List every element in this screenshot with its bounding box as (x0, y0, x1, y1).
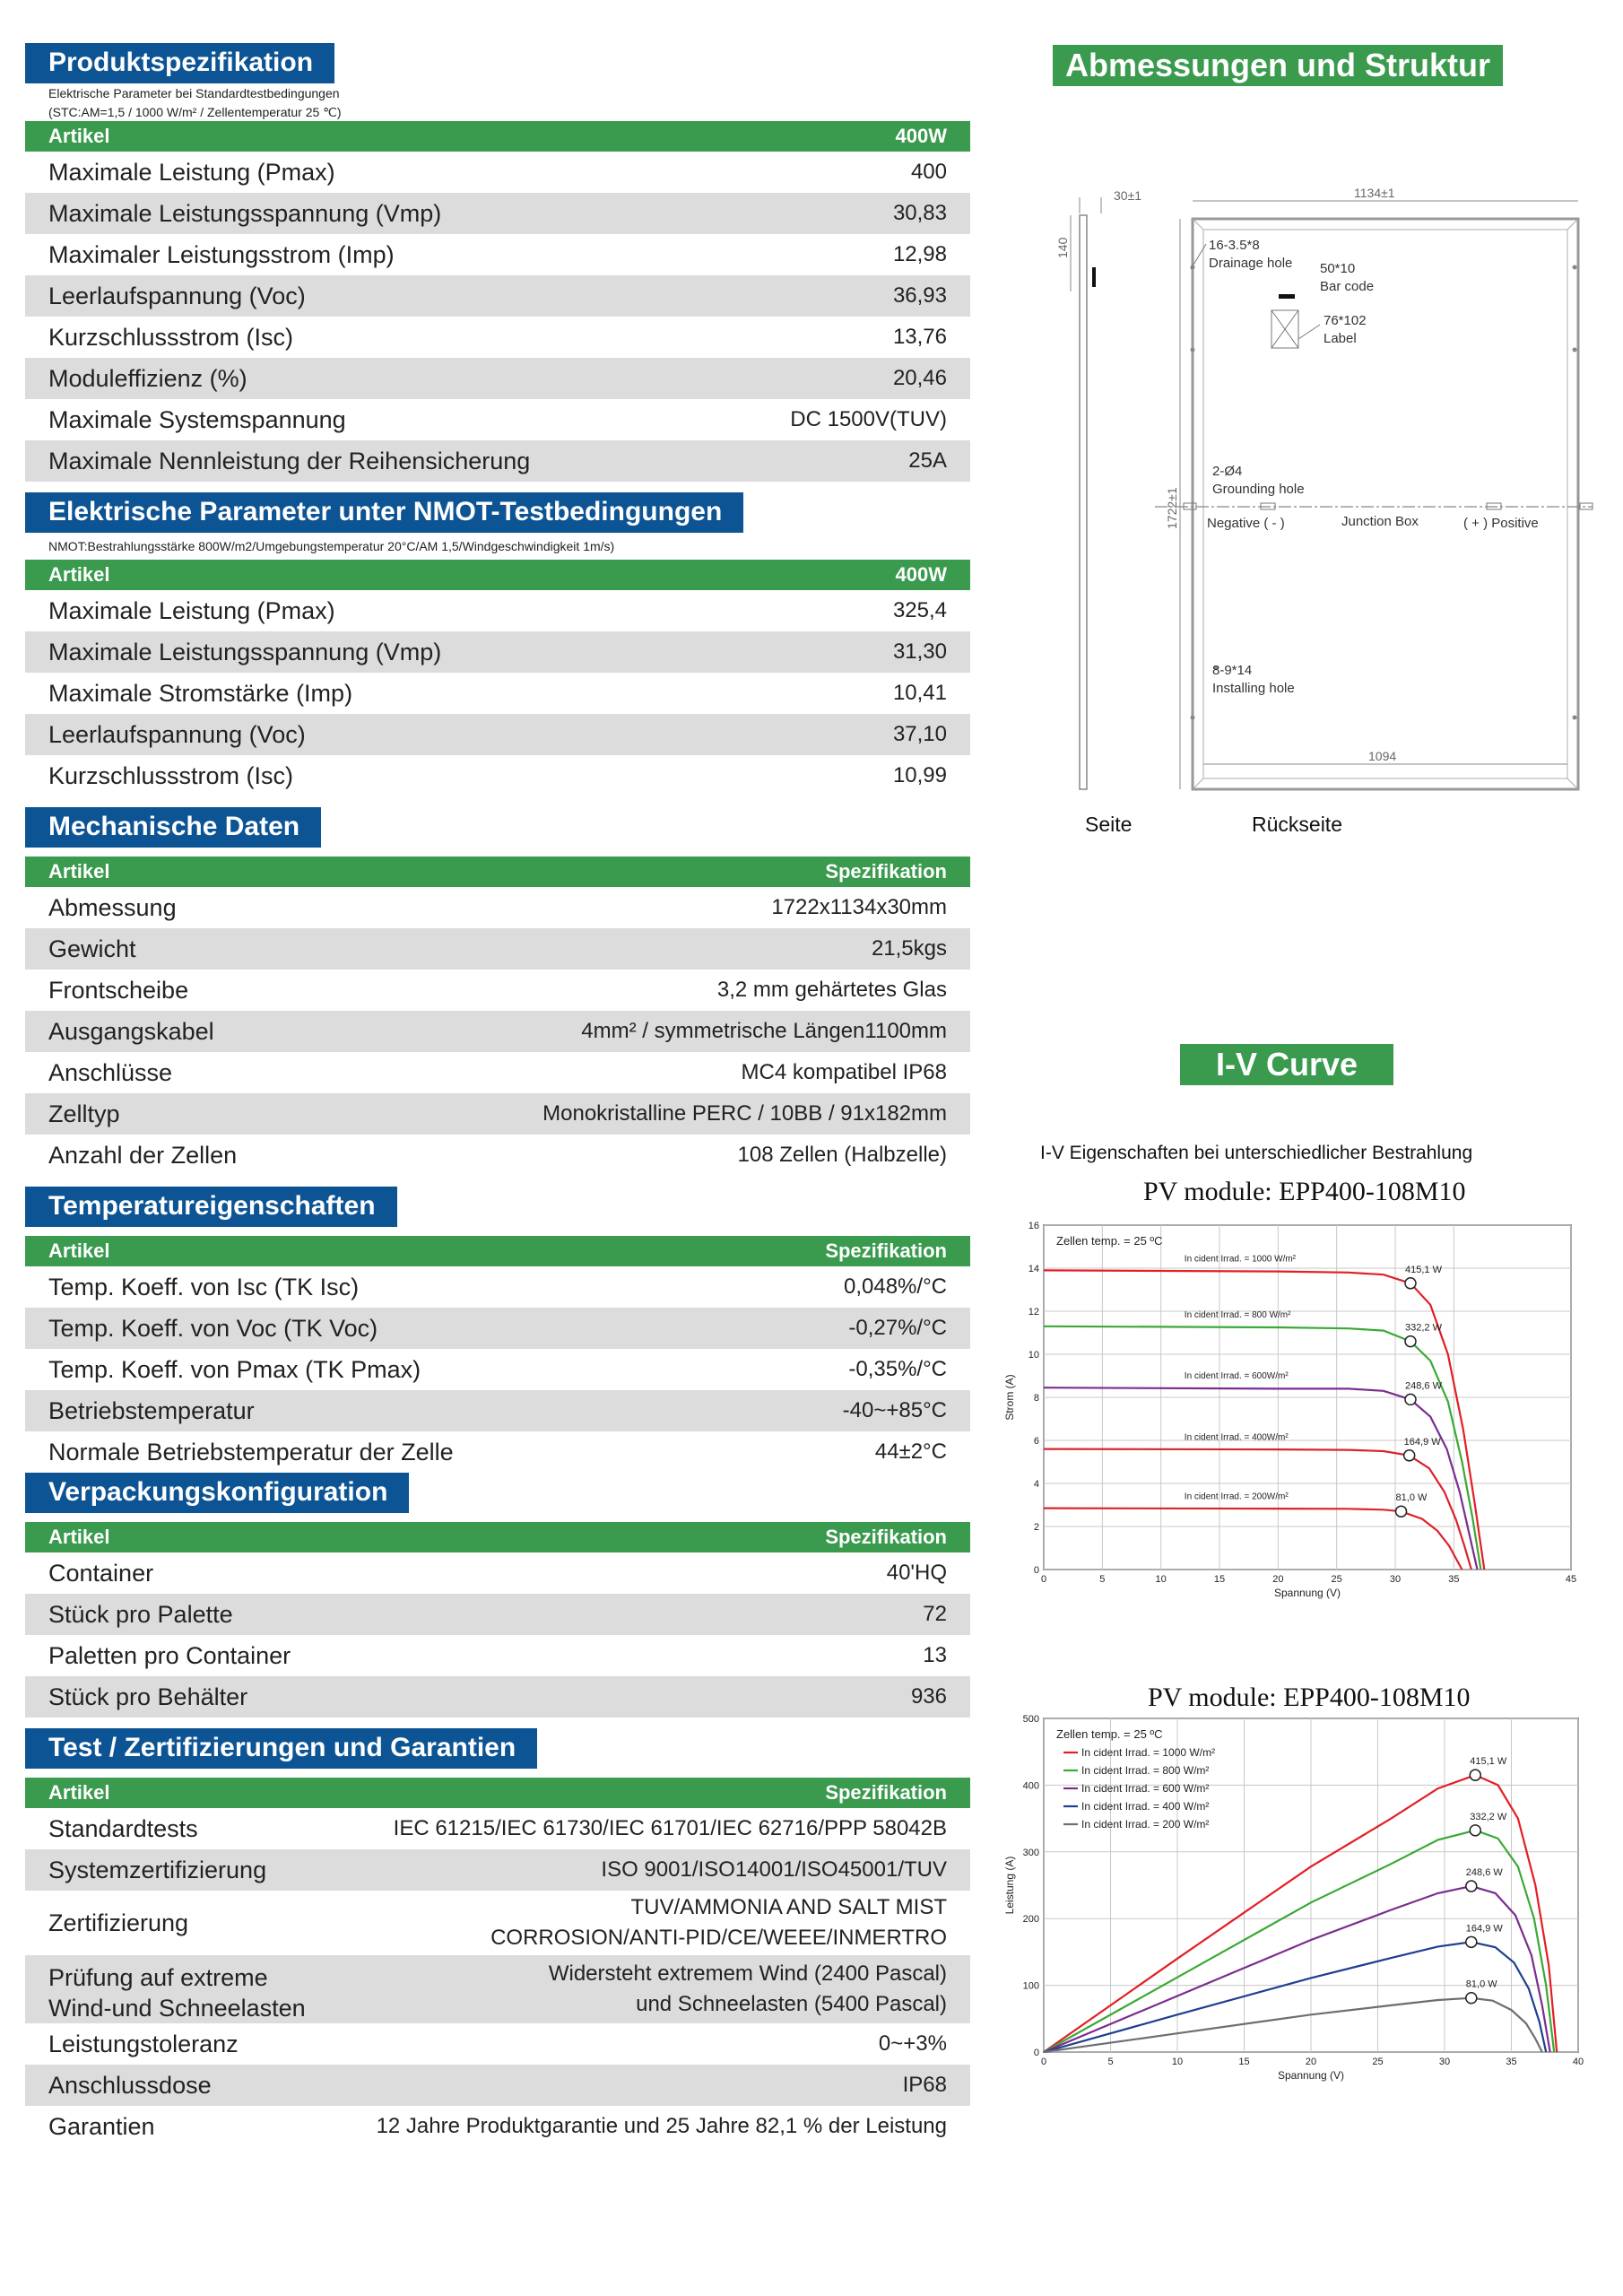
series-name: In cident Irrad. = 600W/m² (1184, 1371, 1289, 1382)
row-value: 400 (707, 152, 970, 193)
y-tick-label: 200 (1022, 1914, 1039, 1926)
x-tick-label: 15 (1213, 1574, 1226, 1585)
row-value: -0,27%/°C (714, 1308, 970, 1349)
mpp-label: 164,9 W (1403, 1436, 1441, 1448)
row-label: Maximale Leistungsspannung (Vmp) (25, 631, 794, 673)
dim-140-label: 140 (1055, 237, 1070, 258)
table-row (25, 714, 970, 755)
dim-1134-label: 1134±1 (1354, 186, 1395, 200)
product-spec-note2: (STC:AM=1,5 / 1000 W/m² / Zellentemperatur 25 ℃) (48, 105, 342, 119)
table-header-row (25, 1522, 970, 1552)
table-row (25, 1011, 970, 1052)
table-row (25, 1635, 970, 1676)
row-value: 72 (622, 1594, 970, 1635)
mpp-marker (1466, 1881, 1477, 1892)
x-tick-label: 5 (1107, 2057, 1114, 2067)
y-tick-label: 8 (1033, 1393, 1039, 1404)
cert-title: Test / Zertifizierungen und Garantien (25, 1728, 537, 1769)
row-label: Maximale Leistung (Pmax) (25, 590, 794, 631)
x-tick-label: 20 (1272, 1574, 1284, 1585)
row-value-line: Widersteht extremem Wind (2400 Pascal) (548, 1961, 947, 1986)
row-label-line: Prüfung auf extreme (48, 1964, 268, 1991)
row-value: MC4 kompatibel IP68 (349, 1052, 970, 1093)
nmot-note: NMOT:Bestrahlungsstärke 800W/m2/Umgebungstemperatur 20°C/AM 1,5/Windgeschwindigkeit 1m/s) (48, 539, 615, 553)
row-label: Kurzschlussstrom (Isc) (25, 755, 794, 796)
table-header-row (25, 857, 970, 887)
y-tick-label: 500 (1022, 1714, 1039, 1725)
pack-table (25, 1522, 970, 1718)
drain-label-1: 16-3.5*8 (1209, 238, 1260, 253)
col-value-header: Spezifikation (714, 1236, 970, 1266)
table-row (25, 1390, 970, 1431)
row-value: Monokristalline PERC / 10BB / 91x182mm (349, 1093, 970, 1135)
table-header-row (25, 1236, 970, 1266)
row-value: 36,93 (707, 275, 970, 317)
table-row (25, 928, 970, 970)
table-row (25, 440, 970, 482)
y-tick-label: 12 (1028, 1307, 1039, 1318)
row-label: Moduleffizienz (%) (25, 358, 707, 399)
row-label: Abmessung (25, 887, 349, 928)
bar-code (1279, 294, 1295, 299)
row-label: Maximale Leistungsspannung (Vmp) (25, 193, 707, 234)
junction-box-label: Junction Box (1341, 514, 1419, 529)
legend-entry: In cident Irrad. = 600 W/m² (1081, 1782, 1210, 1795)
row-value: IEC 61215/IEC 61730/IEC 61701/IEC 62716/PPP 58042B (337, 1808, 970, 1849)
series-name: In cident Irrad. = 1000 W/m² (1184, 1254, 1297, 1265)
row-value: 325,4 (794, 590, 970, 631)
iv-subtitle: I-V Eigenschaften bei unterschiedlicher Bestrahlung (1040, 1143, 1473, 1163)
drain-hole (1573, 348, 1577, 352)
table-header-row (25, 560, 970, 590)
row-value: DC 1500V(TUV) (707, 399, 970, 440)
row-value-line: CORROSION/ANTI-PID/CE/WEEE/INMERTRO (490, 1926, 947, 1950)
table-row (25, 193, 970, 234)
row-value: 1722x1134x30mm (349, 887, 970, 928)
col-value-header: 400W (794, 560, 970, 590)
table-header-row (25, 121, 970, 152)
x-tick-label: 30 (1438, 2057, 1451, 2067)
mpp-marker (1404, 1450, 1415, 1461)
left-column (25, 43, 970, 2147)
x-tick-label: 25 (1372, 2057, 1384, 2067)
barcode-label-1: 50*10 (1320, 261, 1356, 276)
row-label: Betriebstemperatur (25, 1390, 714, 1431)
y-tick-label: 6 (1033, 1436, 1039, 1447)
row-value: 10,41 (794, 673, 970, 714)
row-label: Systemzertifizierung (25, 1849, 337, 1891)
legend-entry: In cident Irrad. = 200 W/m² (1081, 1818, 1210, 1831)
leader-line (1298, 325, 1320, 339)
x-tick-label: 0 (1040, 2057, 1047, 2067)
row-label: Gewicht (25, 928, 349, 970)
x-tick-label: 10 (1171, 2057, 1184, 2067)
row-value (337, 1955, 970, 2023)
mpp-marker (1466, 1936, 1477, 1947)
row-label: Standardtests (25, 1808, 337, 1849)
drain-hole (1573, 716, 1577, 720)
col-item-header: Artikel (25, 560, 794, 590)
mpp-label: 81,0 W (1395, 1492, 1428, 1504)
col-item-header: Artikel (25, 1522, 622, 1552)
chart1-title: PV module: EPP400-108M10 (1143, 1177, 1466, 1206)
row-value: 10,99 (794, 755, 970, 796)
dimensions-title: Abmessungen und Struktur (1053, 45, 1503, 86)
barcode-label-2: Bar code (1320, 279, 1375, 294)
temp-title: Temperatureigenschaften (25, 1187, 397, 1227)
col-item-header: Artikel (25, 121, 707, 152)
x-tick-label: 35 (1448, 1574, 1460, 1585)
mpp-label: 81,0 W (1465, 1979, 1497, 1990)
x-tick-label: 45 (1565, 1574, 1577, 1585)
row-label: Stück pro Palette (25, 1594, 622, 1635)
row-label: Anzahl der Zellen (25, 1135, 349, 1176)
x-tick-label: 0 (1040, 1574, 1047, 1585)
mech-section (25, 807, 970, 1176)
row-value: 0,048%/°C (714, 1266, 970, 1308)
row-label: Temp. Koeff. von Pmax (TK Pmax) (25, 1349, 714, 1390)
row-label: Temp. Koeff. von Voc (TK Voc) (25, 1308, 714, 1349)
row-value: -0,35%/°C (714, 1349, 970, 1390)
install-label-1: 8-9*14 (1212, 663, 1253, 678)
row-label: Leistungstoleranz (25, 2023, 337, 2065)
row-value (337, 1891, 970, 1955)
y-tick-label: 10 (1028, 1350, 1039, 1361)
row-value: 25A (707, 440, 970, 482)
table-row (25, 234, 970, 275)
row-label: Kurzschlussstrom (Isc) (25, 317, 707, 358)
product-spec-section (25, 43, 970, 482)
cert-section (25, 1728, 970, 2147)
x-tick-label: 35 (1506, 2057, 1517, 2067)
mpp-label: 164,9 W (1465, 1923, 1503, 1935)
table-row (25, 631, 970, 673)
row-value: 30,83 (707, 193, 970, 234)
row-value: 3,2 mm gehärtetes Glas (349, 970, 970, 1011)
row-label: Maximale Nennleistung der Reihensicherung (25, 440, 707, 482)
y-tick-label: 400 (1022, 1780, 1039, 1792)
row-value: 37,10 (794, 714, 970, 755)
row-value: 31,30 (794, 631, 970, 673)
row-label: Anschlussdose (25, 2065, 337, 2106)
row-label: Maximale Systemspannung (25, 399, 707, 440)
row-value-line: und Schneelasten (5400 Pascal) (636, 1992, 947, 2016)
table-row (25, 1308, 970, 1349)
mpp-marker (1470, 1825, 1480, 1836)
positive-label: ( + ) Positive (1463, 516, 1539, 531)
table-row (25, 358, 970, 399)
y-tick-label: 4 (1033, 1479, 1039, 1490)
row-label: Zelltyp (25, 1093, 349, 1135)
ground-label-1: 2-Ø4 (1212, 464, 1243, 479)
y-tick-label: 14 (1028, 1264, 1039, 1274)
row-value: -40~+85°C (714, 1390, 970, 1431)
mpp-label: 248,6 W (1465, 1867, 1503, 1879)
frame-corner (1567, 778, 1578, 789)
row-value: 4mm² / symmetrische Längen1100mm (349, 1011, 970, 1052)
row-value: 20,46 (707, 358, 970, 399)
table-row (25, 1349, 970, 1390)
table-row (25, 1431, 970, 1473)
y-axis-label: Leistung (A) (1003, 1856, 1016, 1915)
row-label-line: Wind-und Schneelasten (48, 1995, 306, 2022)
row-value-line: TUV/AMMONIA AND SALT MIST (630, 1895, 947, 1919)
pv-chart (1004, 1711, 1596, 2088)
row-value: 13 (622, 1635, 970, 1676)
mpp-marker (1466, 1993, 1477, 2004)
mpp-label: 332,2 W (1470, 1811, 1507, 1822)
x-tick-label: 15 (1238, 2057, 1250, 2067)
table-row (25, 1676, 970, 1718)
negative-label: Negative ( - ) (1207, 516, 1285, 531)
temp-note: Zellen temp. = 25 ºC (1056, 1727, 1163, 1741)
y-tick-label: 0 (1033, 2048, 1039, 2058)
row-value: 936 (622, 1676, 970, 1718)
table-row (25, 1891, 970, 1955)
row-value: ISO 9001/ISO14001/ISO45001/TUV (337, 1849, 970, 1891)
x-tick-label: 10 (1155, 1574, 1167, 1585)
side-clip (1092, 267, 1096, 287)
table-row (25, 1955, 970, 2023)
col-item-header: Artikel (25, 1778, 337, 1808)
temp-section (25, 1187, 970, 1473)
row-label: Maximaler Leistungsstrom (Imp) (25, 234, 707, 275)
cert-table (25, 1778, 970, 2147)
mpp-marker (1405, 1394, 1416, 1405)
mpp-marker (1470, 1770, 1480, 1780)
row-value: 0~+3% (337, 2023, 970, 2065)
y-axis-label: Strom (A) (1003, 1374, 1016, 1421)
row-value: 108 Zellen (Halbzelle) (349, 1135, 970, 1176)
x-tick-label: 5 (1099, 1574, 1106, 1585)
pack-title: Verpackungskonfiguration (25, 1473, 409, 1513)
y-tick-label: 2 (1033, 1522, 1039, 1533)
col-value-header: 400W (707, 121, 970, 152)
label-label-1: 76*102 (1324, 313, 1367, 328)
iv-curve-title: I-V Curve (1180, 1044, 1393, 1085)
x-tick-label: 25 (1331, 1574, 1342, 1585)
temp-note: Zellen temp. = 25 ºC (1056, 1234, 1163, 1248)
col-item-header: Artikel (25, 1236, 714, 1266)
row-value: IP68 (337, 2065, 970, 2106)
table-row (25, 1594, 970, 1635)
drain-hole (1191, 716, 1195, 720)
row-label: Zertifizierung (25, 1891, 337, 1955)
back-frame-inner (1203, 230, 1567, 778)
row-label: Paletten pro Container (25, 1635, 622, 1676)
mech-title: Mechanische Daten (25, 807, 321, 848)
table-row (25, 673, 970, 714)
row-label: Ausgangskabel (25, 1011, 349, 1052)
legend-entry: In cident Irrad. = 800 W/m² (1081, 1764, 1210, 1777)
table-row (25, 399, 970, 440)
pack-section (25, 1473, 970, 1718)
row-label: Container (25, 1552, 622, 1594)
table-row (25, 2106, 970, 2147)
row-label: Leerlaufspannung (Voc) (25, 714, 794, 755)
back-view-label: Rückseite (1252, 813, 1342, 836)
row-value: 13,76 (707, 317, 970, 358)
table-row (25, 970, 970, 1011)
product-spec-title: Produktspezifikation (25, 43, 334, 83)
x-tick-label: 20 (1305, 2057, 1317, 2067)
table-row (25, 1266, 970, 1308)
nmot-section (25, 492, 970, 796)
y-tick-label: 300 (1022, 1847, 1039, 1858)
col-item-header: Artikel (25, 857, 349, 887)
mpp-marker (1405, 1336, 1416, 1347)
mpp-marker (1396, 1506, 1407, 1517)
row-label: Frontscheibe (25, 970, 349, 1011)
iv-chart (1004, 1214, 1596, 1609)
x-axis-label: Spannung (V) (1277, 2069, 1345, 2082)
row-label: Garantien (25, 2106, 337, 2147)
drain-hole (1191, 348, 1195, 352)
col-value-header: Spezifikation (622, 1522, 970, 1552)
dimension-drawing (1055, 179, 1596, 861)
table-row (25, 317, 970, 358)
dim-1094-label: 1094 (1368, 749, 1397, 763)
mpp-label: 332,2 W (1404, 1322, 1442, 1334)
table-row (25, 1093, 970, 1135)
row-value: 40'HQ (622, 1552, 970, 1594)
row-value: 21,5kgs (349, 928, 970, 970)
legend-entry: In cident Irrad. = 400 W/m² (1081, 1800, 1210, 1813)
table-row (25, 2065, 970, 2106)
col-value-header: Spezifikation (349, 857, 970, 887)
nmot-table (25, 560, 970, 796)
mech-table (25, 857, 970, 1176)
x-tick-label: 30 (1389, 1574, 1402, 1585)
product-spec-note1: Elektrische Parameter bei Standardtestbedingungen (48, 86, 340, 100)
temp-table (25, 1236, 970, 1473)
row-value: 12 Jahre Produktgarantie und 25 Jahre 82,1 % der Leistung (337, 2106, 970, 2147)
legend-entry: In cident Irrad. = 1000 W/m² (1081, 1746, 1216, 1759)
table-row (25, 2023, 970, 2065)
table-row (25, 1135, 970, 1176)
dim-30-label: 30±1 (1114, 188, 1142, 203)
row-label: Maximale Leistung (Pmax) (25, 152, 707, 193)
series-name: In cident Irrad. = 400W/m² (1184, 1432, 1289, 1443)
row-value: 12,98 (707, 234, 970, 275)
product-spec-table (25, 121, 970, 482)
side-view-label: Seite (1085, 813, 1133, 836)
row-label: Normale Betriebstemperatur der Zelle (25, 1431, 714, 1473)
table-row (25, 152, 970, 193)
mpp-label: 248,6 W (1404, 1380, 1442, 1392)
mpp-label: 415,1 W (1404, 1264, 1442, 1275)
table-row (25, 755, 970, 796)
frame-corner (1193, 778, 1203, 789)
drain-hole (1573, 265, 1577, 270)
table-row (25, 887, 970, 928)
row-label: Maximale Stromstärke (Imp) (25, 673, 794, 714)
row-label (25, 1955, 337, 2023)
table-header-row (25, 1778, 970, 1808)
col-value-header: Spezifikation (337, 1778, 970, 1808)
y-tick-label: 16 (1028, 1221, 1039, 1231)
table-row (25, 1849, 970, 1891)
table-row (25, 1808, 970, 1849)
y-tick-label: 100 (1022, 1980, 1039, 1992)
x-tick-label: 40 (1572, 2057, 1584, 2067)
dim-1722-label: 1722±1 (1165, 487, 1179, 529)
label-label-2: Label (1324, 331, 1357, 346)
series-name: In cident Irrad. = 800 W/m² (1184, 1309, 1291, 1320)
chart2-title: PV module: EPP400-108M10 (1148, 1683, 1471, 1712)
row-label: Anschlüsse (25, 1052, 349, 1093)
row-label: Leerlaufspannung (Voc) (25, 275, 707, 317)
ground-label-2: Grounding hole (1212, 482, 1305, 497)
row-label: Stück pro Behälter (25, 1676, 622, 1718)
table-row (25, 1552, 970, 1594)
series-name: In cident Irrad. = 200W/m² (1184, 1492, 1289, 1502)
x-axis-label: Spannung (V) (1273, 1587, 1341, 1599)
back-frame-outer (1193, 219, 1578, 789)
mpp-marker (1405, 1278, 1416, 1289)
table-row (25, 275, 970, 317)
y-tick-label: 0 (1033, 1565, 1039, 1576)
drain-label-2: Drainage hole (1209, 256, 1293, 271)
side-frame (1080, 215, 1087, 789)
frame-corner (1567, 219, 1578, 230)
row-label: Temp. Koeff. von Isc (TK Isc) (25, 1266, 714, 1308)
install-label-2: Installing hole (1212, 681, 1295, 696)
frame-corner (1193, 219, 1203, 230)
nmot-title: Elektrische Parameter unter NMOT-Testbedingungen (25, 492, 743, 533)
table-row (25, 1052, 970, 1093)
row-value: 44±2°C (714, 1431, 970, 1473)
mpp-label: 415,1 W (1470, 1756, 1507, 1768)
table-row (25, 590, 970, 631)
